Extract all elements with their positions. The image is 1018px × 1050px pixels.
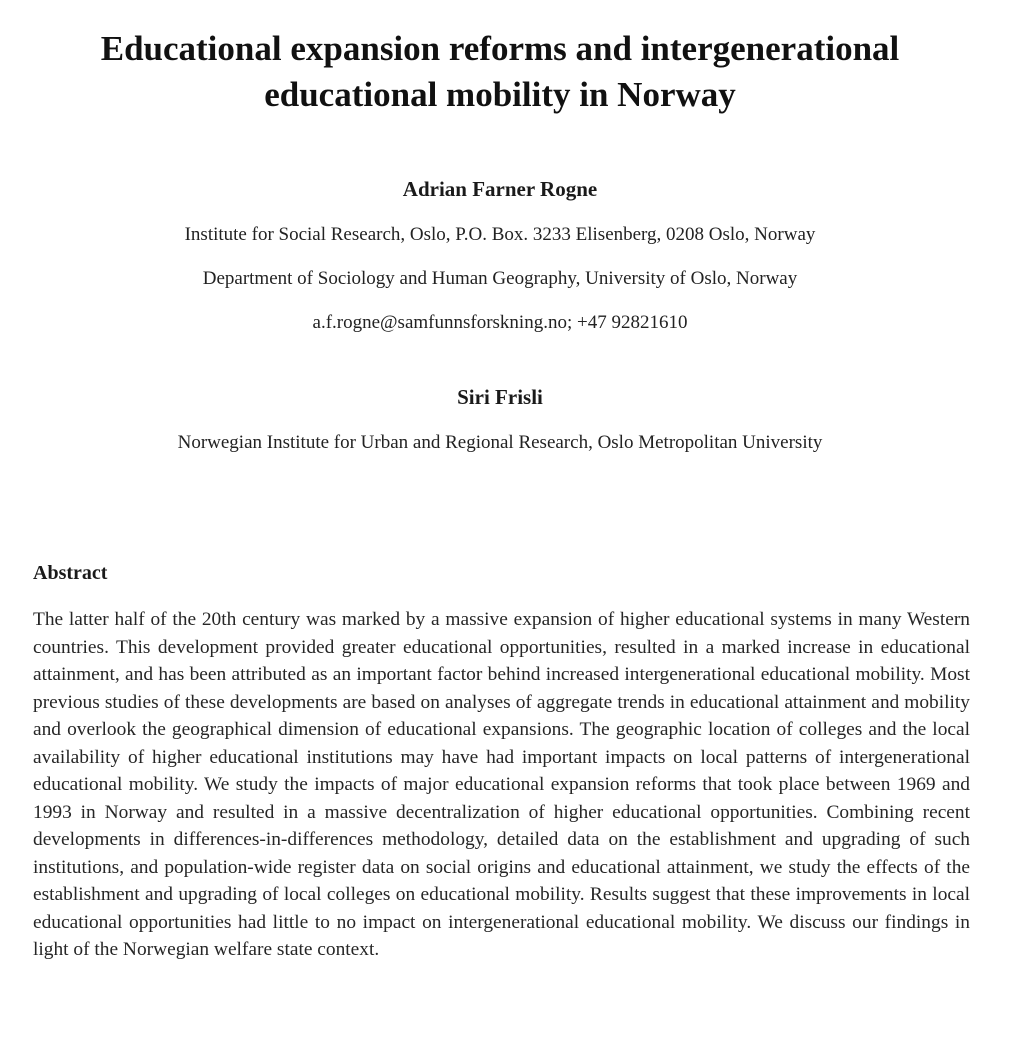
author-1-contact: a.f.rogne@samfunnsforskning.no; +47 92821610 bbox=[312, 312, 688, 333]
author-name-1: Adrian Farner Rogne bbox=[402, 177, 598, 201]
title-line-1: Educational expansion reforms and intergenerational bbox=[100, 29, 900, 68]
author-1-affiliation-1: Institute for Social Research, Oslo, P.O. Box. 3233 Elisenberg, 0208 Oslo, Norway bbox=[184, 224, 816, 245]
author-name-2: Siri Frisli bbox=[457, 385, 543, 409]
title-line-2: educational mobility in Norway bbox=[264, 75, 736, 114]
paper-title bbox=[0, 26, 1000, 118]
author-1-affiliation-2: Department of Sociology and Human Geography, University of Oslo, Norway bbox=[202, 268, 798, 289]
author-2-affiliation-1: Norwegian Institute for Urban and Regional Research, Oslo Metropolitan University bbox=[177, 432, 823, 453]
abstract-heading: Abstract bbox=[33, 562, 108, 584]
abstract-body: The latter half of the 20th century was marked by a massive expansion of higher educational systems in many Western countries. This development provided greater educational opportunities, resulted in a marked increase in educational attainment, and has been attributed as an important factor behind increased intergenerational educational mobility. Most previous studies of these developments are based on analyses of aggregate trends in educational attainment and mobility and overlook the geographical dimension of educational expansions. The geographic location of colleges and the local availability of higher educational institutions may have had important impacts on local patterns of intergenerational educational mobility. We study the impacts of major educational expansion reforms that took place between 1969 and 1993 in Norway and resulted in a massive decentralization of higher educational opportunities. Combining recent developments in differences-in-differences methodology, detailed data on the establishment and upgrading of such institutions, and population-wide register data on social origins and educational attainment, we study the effects of the establishment and upgrading of local colleges on educational mobility. Results suggest that these improvements in local educational opportunities had little to no impact on intergenerational educational mobility. We discuss our findings in light of the Norwegian welfare state context. bbox=[33, 609, 970, 960]
